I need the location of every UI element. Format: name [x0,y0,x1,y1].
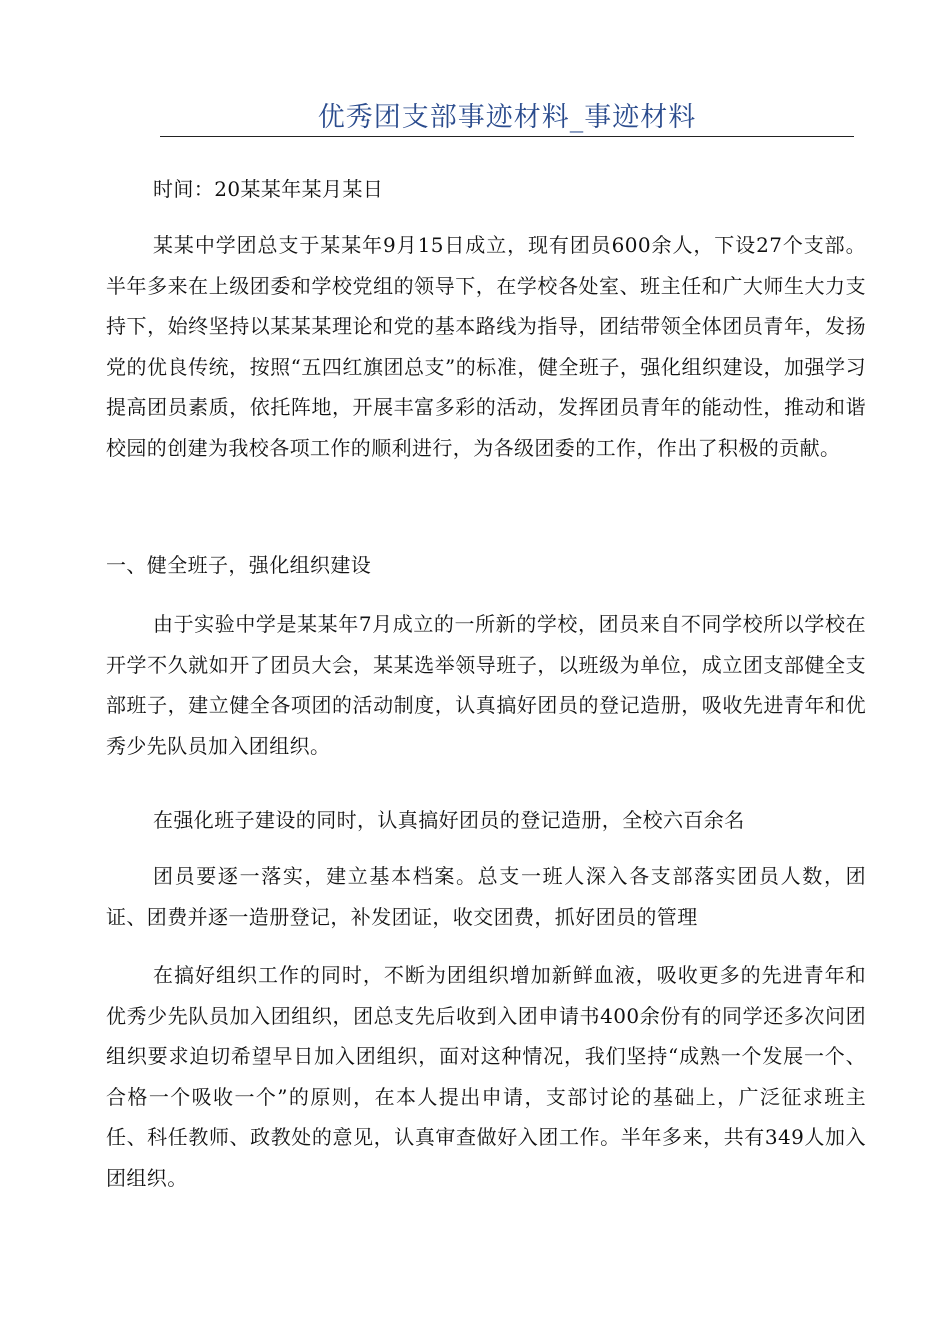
paragraph-intro: 某某中学团总支于某某年9月15日成立，现有团员600余人，下设27个支部。半年多来在上级团委和学校党组的领导下，在学校各处室、班主任和广大师生大力支持下，始终坚持以某某某理论和党的基本路线为指导，团结带领全体团员青年，发扬党的优良传统，按照“五四红旗团总支”的标准，健全班子，强化组织建设，加强学习提高团员素质，依托阵地，开展丰富多彩的活动，发挥团员青年的能动性，推动和谐校园的创建为我校各项工作的顺利进行，为各级团委的工作，作出了积极的贡献。 [106,233,866,460]
section-heading-1: 一、健全班子，强化组织建设 [106,553,372,577]
date-line: 时间：20某某年某月某日 [153,177,384,201]
document-title: 优秀团支部事迹材料_事迹材料 [160,100,854,137]
paragraph-4: 团员要逐一落实，建立基本档案。总支一班人深入各支部落实团员人数，团证、团费并逐一造册登记，补发团证，收交团费，抓好团员的管理 [106,864,866,929]
paragraph-2: 由于实验中学是某某年7月成立的一所新的学校，团员来自不同学校所以学校在开学不久就如开了团员大会，某某选举领导班子，以班级为单位，成立团支部健全支部班子，建立健全各项团的活动制度，认真搞好团员的登记造册，吸收先进青年和优秀少先队员加入团组织。 [106,612,866,758]
paragraph-3: 在强化班子建设的同时，认真搞好团员的登记造册，全校六百余名 [153,808,745,832]
paragraph-5: 在搞好组织工作的同时，不断为团组织增加新鲜血液，吸收更多的先进青年和优秀少先队员加入团组织，团总支先后收到入团申请书400余份有的同学还多次问团组织要求迫切希望早日加入团组织，面对这种情况，我们坚持“成熟一个发展一个、合格一个吸收一个”的原则，在本人提出申请，支部讨论的基础上，广泛征求班主任、科任教师、政教处的意见，认真审查做好入团工作。半年多来，共有349人加入团组织。 [106,963,866,1190]
